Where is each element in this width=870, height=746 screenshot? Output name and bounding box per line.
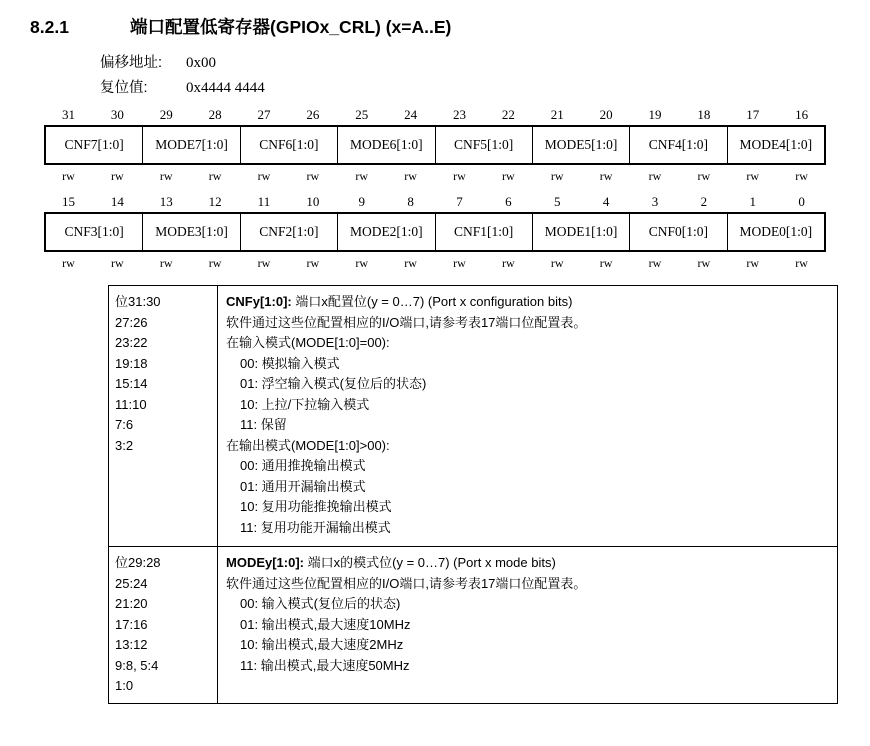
access-label: rw bbox=[648, 256, 662, 270]
bit-number: 10 bbox=[306, 194, 320, 209]
bit-range-cell bbox=[109, 286, 217, 546]
bit-number: 8 bbox=[407, 194, 414, 209]
bit-number: 9 bbox=[358, 194, 365, 209]
description-line: 00: 模拟输入模式 bbox=[240, 355, 340, 371]
offset-row bbox=[100, 51, 870, 72]
bit-field: MODE4[1:0] bbox=[739, 137, 813, 152]
bit-number: 11 bbox=[257, 194, 271, 209]
access-label: rw bbox=[550, 169, 564, 183]
access-label: rw bbox=[257, 169, 271, 183]
bit-number: 22 bbox=[501, 107, 515, 122]
access-label: rw bbox=[746, 256, 760, 270]
access-row-high bbox=[44, 169, 826, 184]
access-label: rw bbox=[501, 169, 515, 183]
access-label: rw bbox=[62, 256, 75, 270]
access-label: rw bbox=[648, 169, 662, 183]
access-row-low bbox=[44, 256, 826, 271]
bit-range: 位29:28 bbox=[115, 555, 161, 570]
bit-range: 17:16 bbox=[115, 616, 148, 632]
access-label: rw bbox=[306, 169, 320, 183]
bit-number: 31 bbox=[61, 107, 75, 122]
bit-numbers-high bbox=[44, 107, 826, 123]
bit-range: 19:18 bbox=[115, 355, 148, 371]
bit-number: 21 bbox=[550, 107, 564, 122]
description-line: 01: 输出模式,最大速度10MHz bbox=[240, 616, 411, 632]
bit-number: 15 bbox=[61, 194, 75, 209]
access-label: rw bbox=[550, 256, 564, 270]
bit-range: 3:2 bbox=[115, 437, 134, 453]
page-title bbox=[0, 0, 870, 39]
access-label: rw bbox=[697, 256, 711, 270]
bit-field: MODE1[1:0] bbox=[533, 214, 630, 250]
access-label: rw bbox=[404, 169, 417, 183]
bit-range: 7:6 bbox=[115, 417, 134, 432]
access-label: rw bbox=[795, 256, 808, 270]
bit-numbers-low bbox=[44, 194, 826, 210]
description-line: 10: 输出模式,最大速度2MHz bbox=[240, 637, 404, 652]
access-label: rw bbox=[599, 169, 613, 183]
field-name: CNFy[1:0]: bbox=[226, 294, 292, 309]
field-title bbox=[226, 292, 829, 313]
bit-number: 25 bbox=[355, 107, 369, 122]
bit-number: 26 bbox=[306, 107, 320, 122]
field-title-text: 端口x的模式位(y = 0…7) (Port x mode bits) bbox=[307, 555, 556, 570]
bit-number: 4 bbox=[602, 194, 610, 209]
bit-range: 位31:30 bbox=[115, 294, 161, 309]
bit-range: 11:10 bbox=[115, 396, 147, 412]
bit-field: CNF5[1:0] bbox=[436, 127, 533, 163]
bit-number: 0 bbox=[798, 194, 805, 209]
bit-range: 1:0 bbox=[115, 678, 134, 693]
section-title: 端口配置低寄存器(GPIOx_CRL) (x=A..E) bbox=[130, 17, 452, 37]
field-name: MODEy[1:0]: bbox=[226, 555, 305, 570]
access-label: rw bbox=[257, 256, 271, 270]
bit-range: 9:8, 5:4 bbox=[115, 657, 159, 673]
description-line: 10: 复用功能推挽输出模式 bbox=[240, 499, 392, 514]
reset-value: 0x4444 4444 bbox=[186, 80, 265, 96]
access-label: rw bbox=[501, 256, 515, 270]
bit-number: 2 bbox=[700, 194, 708, 209]
description-line: 11: 保留 bbox=[240, 417, 287, 432]
description-line: 10: 上拉/下拉输入模式 bbox=[240, 396, 370, 412]
access-label: rw bbox=[795, 169, 808, 183]
bit-number: 20 bbox=[599, 107, 613, 122]
description-line: 在输出模式(MODE[1:0]>00): bbox=[226, 437, 390, 453]
bit-range: 25:24 bbox=[115, 575, 148, 591]
field-title bbox=[226, 553, 829, 574]
bit-number: 27 bbox=[257, 107, 271, 122]
bit-field: MODE7[1:0] bbox=[143, 127, 240, 163]
bit-number: 17 bbox=[746, 107, 760, 122]
reset-label: 复位值: bbox=[100, 80, 148, 96]
description-line: 01: 浮空输入模式(复位后的状态) bbox=[240, 376, 427, 391]
description-line: 01: 通用开漏输出模式 bbox=[240, 478, 366, 494]
bit-range: 27:26 bbox=[115, 314, 148, 330]
access-label: rw bbox=[404, 256, 417, 270]
bit-number: 12 bbox=[208, 194, 222, 209]
bit-range: 21:20 bbox=[115, 596, 148, 611]
access-label: rw bbox=[355, 169, 369, 183]
bit-number: 19 bbox=[648, 107, 662, 122]
bit-field: MODE0[1:0] bbox=[739, 224, 813, 239]
bit-number: 24 bbox=[404, 107, 418, 122]
bit-field: CNF1[1:0] bbox=[436, 214, 533, 250]
access-label: rw bbox=[453, 256, 466, 270]
access-label: rw bbox=[306, 256, 320, 270]
bit-number: 7 bbox=[456, 194, 463, 209]
access-label: rw bbox=[453, 169, 466, 183]
bit-fields-low bbox=[44, 212, 826, 252]
offset-label: 偏移地址: bbox=[100, 55, 163, 71]
bit-range-cell bbox=[109, 547, 217, 703]
access-label: rw bbox=[599, 256, 613, 270]
bit-field: CNF3[1:0] bbox=[46, 214, 143, 250]
bit-number: 1 bbox=[749, 194, 756, 209]
bit-description-cell bbox=[217, 286, 837, 546]
access-label: rw bbox=[159, 169, 173, 183]
access-label: rw bbox=[110, 256, 124, 270]
description-line: 软件通过这些位配置相应的I/O端口,请参考表17端口位配置表。 bbox=[226, 575, 587, 591]
register-meta bbox=[0, 51, 870, 97]
bit-field: CNF0[1:0] bbox=[630, 214, 727, 250]
bit-number: 16 bbox=[795, 107, 809, 122]
bit-number: 29 bbox=[159, 107, 173, 122]
bit-description-table bbox=[108, 285, 838, 704]
access-label: rw bbox=[62, 169, 75, 183]
bit-number: 18 bbox=[697, 107, 711, 122]
bit-description-cell bbox=[217, 547, 837, 703]
access-label: rw bbox=[208, 169, 222, 183]
bit-field: MODE6[1:0] bbox=[338, 127, 435, 163]
section-number: 8.2.1 bbox=[30, 17, 69, 37]
bit-fields-high bbox=[44, 125, 826, 165]
bit-field: MODE3[1:0] bbox=[143, 214, 240, 250]
bit-field: CNF6[1:0] bbox=[241, 127, 338, 163]
bit-number: 6 bbox=[505, 194, 512, 209]
register-map-high bbox=[44, 107, 826, 184]
field-title-text: 端口x配置位(y = 0…7) (Port x configuration bits) bbox=[295, 294, 573, 309]
description-line: 软件通过这些位配置相应的I/O端口,请参考表17端口位配置表。 bbox=[226, 314, 587, 330]
bit-field: MODE2[1:0] bbox=[338, 214, 435, 250]
access-label: rw bbox=[355, 256, 369, 270]
access-label: rw bbox=[208, 256, 222, 270]
access-label: rw bbox=[110, 169, 124, 183]
register-map-low bbox=[44, 194, 826, 271]
bit-number: 23 bbox=[452, 107, 466, 122]
bit-number: 3 bbox=[651, 194, 659, 209]
description-line: 在输入模式(MODE[1:0]=00): bbox=[226, 335, 390, 350]
table-row bbox=[109, 547, 837, 703]
offset-value: 0x00 bbox=[186, 55, 216, 71]
access-label: rw bbox=[746, 169, 760, 183]
bit-range: 13:12 bbox=[115, 637, 148, 652]
description-line: 11: 复用功能开漏输出模式 bbox=[240, 519, 391, 535]
reset-row bbox=[100, 76, 870, 97]
bit-range: 15:14 bbox=[115, 376, 148, 391]
bit-field: CNF7[1:0] bbox=[46, 127, 143, 163]
bit-field: MODE5[1:0] bbox=[533, 127, 630, 163]
description-line: 00: 通用推挽输出模式 bbox=[240, 458, 366, 473]
access-label: rw bbox=[697, 169, 711, 183]
bit-field: CNF4[1:0] bbox=[630, 127, 727, 163]
table-row bbox=[109, 286, 837, 547]
access-label: rw bbox=[159, 256, 173, 270]
bit-range: 23:22 bbox=[115, 335, 148, 350]
bit-number: 30 bbox=[110, 107, 124, 122]
description-line: 00: 输入模式(复位后的状态) bbox=[240, 596, 401, 611]
bit-number: 14 bbox=[110, 194, 124, 209]
bit-number: 13 bbox=[159, 194, 173, 209]
bit-number: 5 bbox=[553, 194, 561, 209]
description-line: 11: 输出模式,最大速度50MHz bbox=[240, 657, 410, 673]
bit-number: 28 bbox=[208, 107, 222, 122]
bit-field: CNF2[1:0] bbox=[241, 214, 338, 250]
